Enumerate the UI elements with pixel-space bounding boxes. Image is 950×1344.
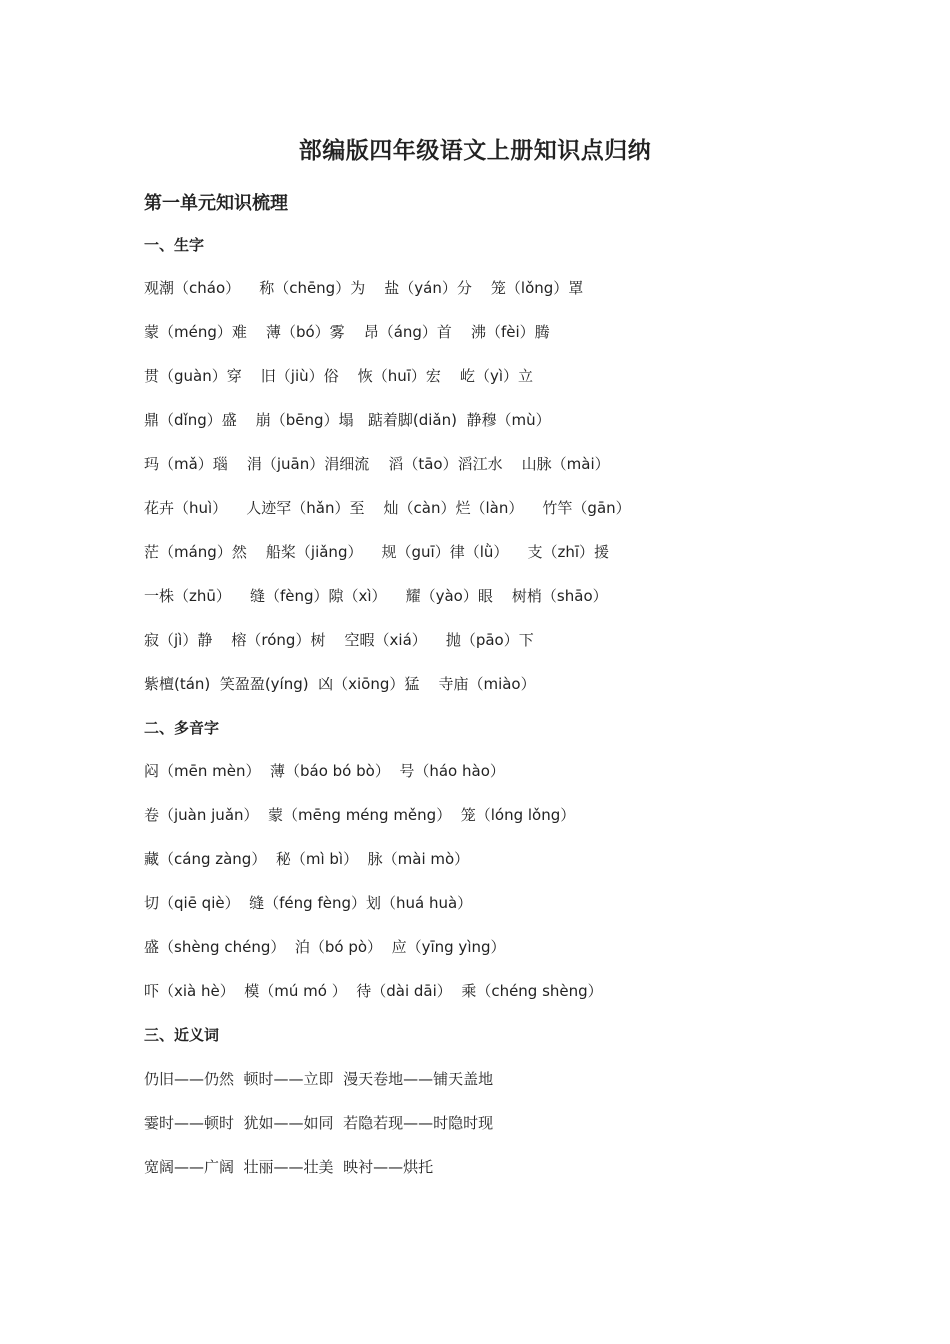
polyphone-line: 闷（mēn mèn） 薄（báo bó bò） 号（háo hào） <box>144 762 505 780</box>
vocab-line: 蒙（méng）难 薄（bó）雾 昂（áng）首 沸（fèi）腾 <box>144 323 550 341</box>
vocab-line: 紫檀(tán) 笑盈盈(yíng) 凶（xiōng）猛 寺庙（miào） <box>144 675 536 693</box>
polyphone-line: 卷（juàn juǎn） 蒙（mēng méng měng） 笼（lóng lǒng） <box>144 806 576 824</box>
vocab-line: 寂（jì）静 榕（róng）树 空暇（xiá） 抛（pāo）下 <box>144 631 534 649</box>
vocab-line: 贯（guàn）穿 旧（jiù）俗 恢（huī）宏 屹（yì）立 <box>144 367 534 385</box>
synonym-line: 仍旧——仍然 顿时——立即 漫天卷地——铺天盖地 <box>144 1070 494 1088</box>
section-heading-new-characters: 一、生字 <box>144 236 205 254</box>
polyphone-line: 切（qiē qiè） 缝（féng fèng）划（huá huà） <box>144 894 473 912</box>
polyphone-line: 藏（cáng zàng） 秘（mì bì） 脉（mài mò） <box>144 850 470 868</box>
section-heading-polyphones: 二、多音字 <box>144 719 220 737</box>
section-heading-synonyms: 三、近义词 <box>144 1026 220 1044</box>
synonym-line: 宽阔——广阔 壮丽——壮美 映衬——烘托 <box>144 1158 434 1176</box>
unit-heading: 第一单元知识梳理 <box>144 193 288 214</box>
synonym-line: 霎时——顿时 犹如——如同 若隐若现——时隐时现 <box>144 1114 494 1132</box>
document-title: 部编版四年级语文上册知识点归纳 <box>298 138 652 164</box>
polyphone-line: 盛（shèng chéng） 泊（bó pò） 应（yīng yìng） <box>144 938 506 956</box>
polyphone-line: 吓（xià hè） 模（mú mó ） 待（dài dāi） 乘（chéng shèng） <box>144 982 603 1000</box>
vocab-line: 鼎（dǐng）盛 崩（bēng）塌 踮着脚(diǎn) 静穆（mù） <box>144 411 551 429</box>
vocab-line: 一株（zhū） 缝（fèng）隙（xì） 耀（yào）眼 树梢（shāo） <box>144 587 608 605</box>
vocab-line: 观潮（cháo） 称（chēng）为 盐（yán）分 笼（lǒng）罩 <box>144 279 584 297</box>
vocab-line: 玛（mǎ）瑙 涓（juān）涓细流 滔（tāo）滔江水 山脉（mài） <box>144 455 610 473</box>
vocab-line: 花卉（huì） 人迹罕（hǎn）至 灿（càn）烂（làn） 竹竿（gān） <box>144 499 631 517</box>
vocab-line: 茫（máng）然 船桨（jiǎng） 规（guī）律（lǜ） 支（zhī）援 <box>144 543 610 561</box>
